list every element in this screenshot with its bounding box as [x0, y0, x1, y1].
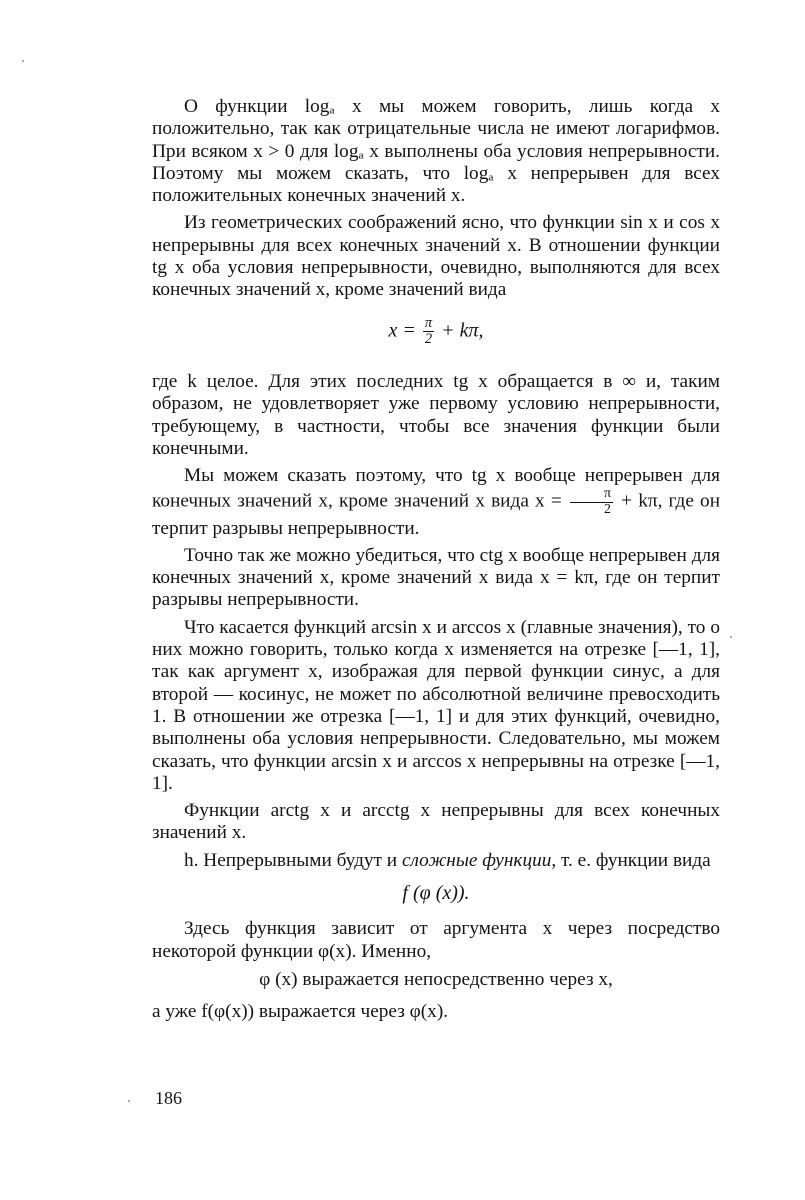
composite-term: сложные функции: [401, 849, 552, 871]
scan-speck: [128, 1100, 130, 1102]
paragraph-final: а уже f(φ(x)) выражается через φ(x).: [152, 1001, 449, 1023]
composite-tail: , т. е. функции вида: [551, 849, 711, 871]
page-body: [152, 96, 720, 1029]
paragraph-logarithm: О функции logₐ x мы можем говорить, лишь когда x положительно, так как отрицательные числа не имеют логарифмов. При всяком x > 0 для logₐ x выполнены оба условия непрерывности. Поэтому мы можем сказать, что logₐ x непрерывен для всех положительных конечных значений x.: [152, 96, 720, 207]
formula-phi-line: φ (x) выражается непосредственно через x,: [259, 968, 613, 990]
page-number: 186: [155, 1088, 182, 1108]
paragraph-tangent-infinity: где k целое. Для этих последних tg x обращается в ∞ и, таким образом, не удовлетворяет уже первому условию непрерывности, требующему, в частности, чтобы все значения функции были конечными.: [152, 370, 720, 459]
formula-rhs: + kπ,: [441, 319, 484, 342]
paragraph-composite-functions: [152, 850, 720, 872]
composite-intro: h. Непрерывными будут и: [184, 849, 398, 871]
formula-composite: f (φ (x)).: [402, 882, 470, 905]
formula-tangent-discontinuity: [152, 316, 720, 347]
paragraph-argument: Здесь функция зависит от аргумента x через посредство некоторой функции φ(x). Именно,: [152, 918, 720, 962]
inline-fraction: $\frac{\pi}{2}$: [570, 487, 613, 517]
paragraph-tangent-conclusion: [152, 465, 720, 540]
formula-fraction: $\frac{\pi}{2}$: [424, 314, 433, 347]
scan-speck: [22, 60, 24, 62]
formula-lhs: x =: [388, 319, 416, 342]
scan-speck: [730, 636, 732, 638]
paragraph-tangent-conclusion-tail: + kπ, где он терпит разрывы непрерывности.: [152, 490, 721, 539]
paragraph-trig-functions: Из геометрических соображений ясно, что функции sin x и cos x непрерывны для всех конечных значений x. В отношении функции tg x оба условия непрерывности, очевидно, выполняются для всех конечных значений x, кроме значений вида: [152, 212, 720, 301]
paragraph-cotangent: Точно так же можно убедиться, что ctg x вообще непрерывен для конечных значений x, кроме значений x вида x = kπ, где он терпит разрывы непрерывности.: [152, 544, 720, 611]
paragraph-tangent-conclusion-text: Мы можем сказать поэтому, что tg x вообще непрерывен для конечных значений x, кроме значений x вида x =: [152, 465, 720, 512]
paragraph-arcsin-arccos: Что касается функций arcsin x и arccos x (главные значения), то о них можно говорить, только когда x изменяется на отрезке [—1, 1], так как аргумент x, изображая для первой функции синус, а для второй — косинус, не может по абсолютной величине превосходить 1. В отношении же отрезка [—1, 1] и для этих функций, очевидно, выполнены оба условия непрерывности. Следовательно, мы можем сказать, что функции arcsin x и arccos x непрерывны на отрезке [—1, 1].: [152, 616, 720, 794]
paragraph-arctg: Функции arctg x и arcctg x непрерывны для всех конечных значений x.: [152, 800, 720, 844]
